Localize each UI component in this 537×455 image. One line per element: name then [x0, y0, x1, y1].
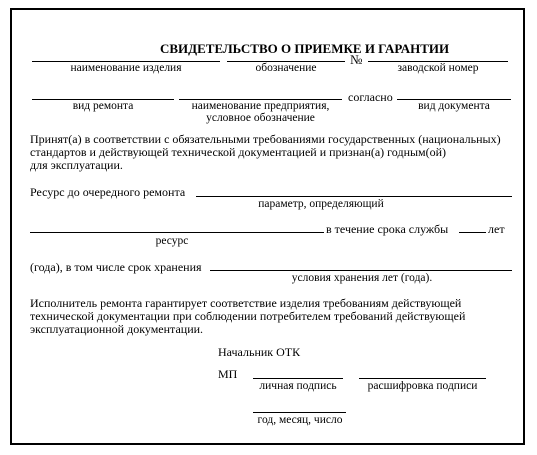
form-title: СВИДЕТЕЛЬСТВО О ПРИЕМКЕ И ГАРАНТИИ — [160, 41, 450, 56]
repair-type-label: вид ремонта — [72, 100, 134, 112]
acceptance-text-line1: Принят(а) в соответствии с обязательными требованиями государственных (национальных) — [30, 132, 501, 146]
signature-transcript-line — [359, 378, 486, 379]
personal-signature-label: личная подпись — [259, 380, 337, 392]
guarantee-text-line1: Исполнитель ремонта гарантирует соответствие изделия требованиям действующей — [30, 296, 462, 310]
years-text: лет — [488, 222, 505, 236]
product-name-label: наименование изделия — [70, 62, 182, 74]
enterprise-label-line1: наименование предприятия, — [191, 100, 330, 112]
according-to-text: согласно — [348, 90, 393, 104]
date-label: год, месяц, число — [257, 414, 343, 426]
parameter-line — [30, 232, 324, 233]
enterprise-label-line2: условное обозначение — [206, 112, 315, 124]
document-type-label: вид документа — [418, 100, 490, 112]
acceptance-text-line3: для эксплуатации. — [30, 158, 123, 172]
designation-label: обозначение — [255, 62, 317, 74]
service-life-years-line — [459, 232, 486, 233]
guarantee-text-line3: эксплуатационной документации. — [30, 322, 204, 336]
signature-line — [253, 378, 343, 379]
serial-number-label: заводской номер — [397, 62, 479, 74]
storage-period-text: (года), в том числе срок хранения — [30, 260, 202, 274]
resource-label: Ресурс до очередного ремонта — [30, 185, 186, 199]
date-line — [253, 412, 346, 413]
signature-transcript-label: расшифровка подписи — [367, 380, 478, 392]
resource-sublabel: ресурс — [155, 235, 189, 247]
parameter-label: параметр, определяющий — [258, 198, 384, 210]
storage-line — [210, 270, 512, 271]
stamp-place: МП — [218, 367, 238, 381]
resource-line — [196, 196, 512, 197]
acceptance-text-line2: стандартов и действующей технической документацией и признан(а) годным(ой) — [30, 145, 447, 159]
service-life-text: в течение срока службы — [326, 222, 449, 236]
otk-head-title: Начальник ОТК — [218, 345, 301, 359]
certificate-form — [10, 8, 525, 445]
guarantee-text-line2: технической документации при соблюдении потребителем требований действующей — [30, 309, 466, 323]
number-sign: № — [350, 52, 363, 67]
storage-conditions-label: условия хранения лет (года). — [291, 272, 433, 284]
